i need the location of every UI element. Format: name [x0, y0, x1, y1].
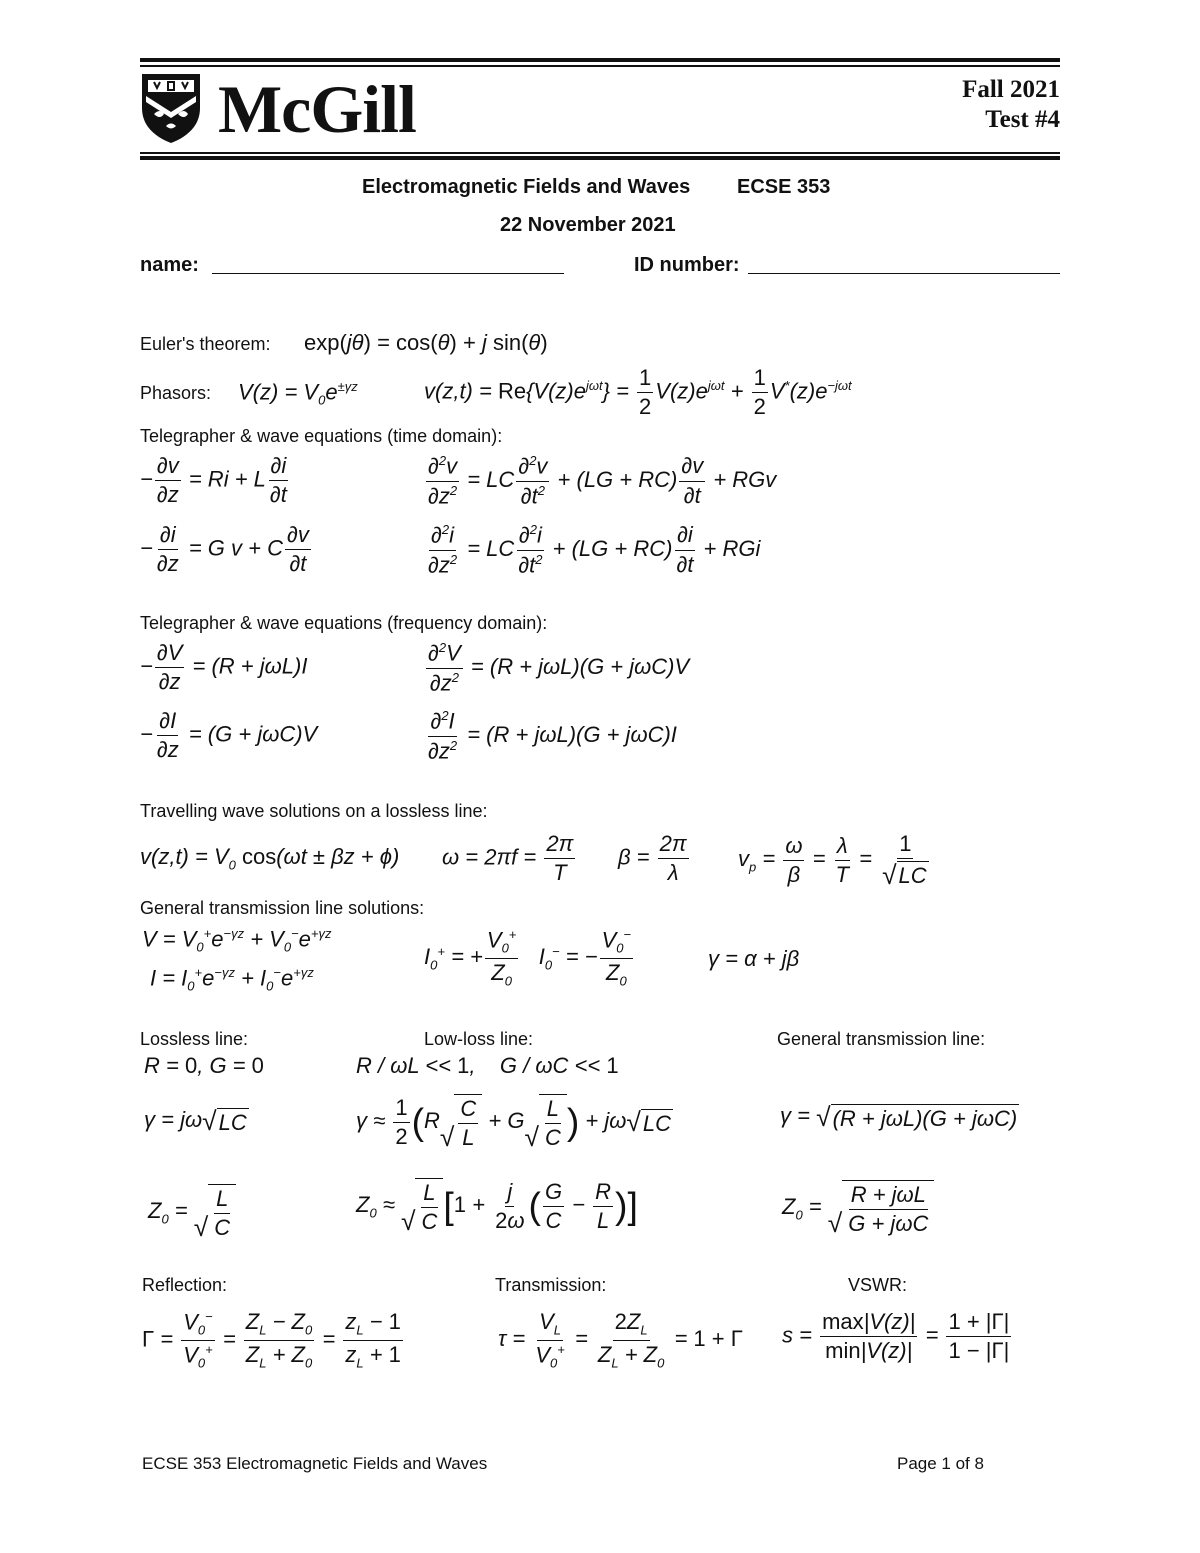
reflection-label: Reflection: [142, 1275, 228, 1295]
lowloss-label: Low-loss line: [424, 1029, 534, 1049]
test-label: Test #4 [985, 106, 1060, 133]
footer-course: ECSE 353 Electromagnetic Fields and Waves [142, 1454, 488, 1473]
wave-freq-i: $\frac{\partial^2I}{\partial z^2}$ = (R + jωL)(G + jωC)I [428, 708, 677, 763]
phasors-label: Phasors: [140, 383, 212, 403]
course-code: ECSE 353 [737, 176, 831, 198]
top-rule-thin [140, 65, 1060, 67]
vswr-label: VSWR: [848, 1275, 908, 1295]
telegrapher-time-i: − $\frac{\partial i}{\partial z}$ = G v + C $\frac{\partial v}{\partial t}$ [140, 522, 309, 577]
phase-velocity-equation: $v_p$ = $\frac{\omega}{\beta}$ = $\frac{\lambda}{T}$ = 1 √ LC [738, 831, 927, 890]
lossless-gamma: γ = jω √ LC [144, 1106, 247, 1136]
reflection-equation: Γ = $\frac{V_0^-}{V_0^+}$ = $\frac{Z_L - Z_0}{Z_L + Z_0}$ = $\frac{z_L - 1}{z_L + 1}$ [142, 1309, 401, 1371]
top-rule-thick [140, 58, 1060, 62]
mcgill-wordmark: McGill [218, 71, 416, 147]
wave-time-v: $\frac{\partial^2v}{\partial z^2}$ = LC $\frac{\partial^2v}{\partial t^2}$ + (LG + RC) $\frac{\partial v}{\partial t}$ + RGv [428, 453, 777, 508]
vswr-equation: s = max|V(z)| min|V(z)| = $\frac{1 + |\Gamma|}{1 - |\Gamma|}$ [782, 1309, 1010, 1364]
lowloss-condition: R / ωL << 1, G / ωC << 1 [356, 1053, 619, 1078]
lossless-z0: $Z_0$ = √ L C [148, 1184, 236, 1240]
euler-equation: exp(jθ) = cos(θ) + j sin(θ) [304, 330, 548, 355]
general-voltage-solution: $V = V_0^+e^{-\gamma z} + V_0^-e^{+\gamma z}$ [142, 926, 332, 955]
telegrapher-time-v: − $\frac{\partial v}{\partial z}$ = Ri + L $\frac{\partial i}{\partial t}$ [140, 453, 287, 508]
telegrapher-time-label: Telegrapher & wave equations (time domain): [140, 426, 503, 446]
course-title: Electromagnetic Fields and Waves [362, 176, 691, 198]
exam-date: 22 November 2021 [500, 214, 676, 236]
general-z0: $Z_0$ = √ R + jωL G + jωC [782, 1180, 934, 1236]
euler-label: Euler's theorem: [140, 334, 271, 354]
general-current-solution: $I = I_0^+e^{-\gamma z} + I_0^-e^{+\gamma z}$ [150, 965, 314, 994]
phasor-equation: $V(z) = V_0e^{\pm\gamma z}$ [238, 379, 358, 408]
phasor-time-equation: $v(z,t) = Re\{V(z)e^{j\omega t}\}$ = $\frac{1}{2}$ $V(z)e^{j\omega t}$ + $\frac{1}{2}$ $V^*(z)e^{-j\omega t}$ [424, 365, 852, 420]
general-gamma: γ = √ (R + jωL)(G + jωC) [780, 1102, 1018, 1132]
page-number: Page 1 of 8 [897, 1454, 984, 1473]
omega-equation: ω = 2πf = $\frac{2\pi}{T}$ [442, 831, 574, 886]
general-solutions-label: General transmission line solutions: [140, 898, 425, 918]
transmission-equation: τ = $\frac{V_L}{V_0^+}$ = $\frac{2Z_L}{Z_L + Z_0}$ = 1 + Γ [498, 1309, 743, 1371]
transmission-label: Transmission: [495, 1275, 607, 1295]
general-line-label: General transmission line: [777, 1029, 986, 1049]
lowloss-gamma: γ ≈ $\frac{1}{2}$ (R √ C L + G √ L C ) + jω √ LC [356, 1094, 671, 1152]
telegrapher-freq-label: Telegrapher & wave equations (frequency domain): [140, 613, 548, 633]
wave-time-i: $\frac{\partial^2i}{\partial z^2}$ = LC $\frac{\partial^2i}{\partial t^2}$ + (LG + RC) $\frac{\partial i}{\partial t}$ + RGi [428, 522, 761, 577]
lowloss-z0: $Z_0$ ≈ √ L C [1 + $\frac{j}{2\omega}$ ( $\frac{G}{C}$ − $\frac{R}{L}$ )] [356, 1178, 638, 1236]
id-label: ID number: [634, 254, 740, 276]
telegrapher-freq-v: − $\frac{\partial V}{\partial z}$ = (R + jωL)I [140, 640, 308, 695]
telegrapher-freq-i: − $\frac{\partial I}{\partial z}$ = (G + jωC)V [140, 708, 318, 763]
current-amplitude-equations: $I_0^+$ = + $\frac{V_0^+}{Z_0}$ $I_0^-$ = − $\frac{V_0^-}{Z_0}$ [424, 927, 632, 989]
travelling-label: Travelling wave solutions on a lossless line: [140, 801, 488, 821]
term-label: Fall 2021 [962, 76, 1060, 103]
beta-equation: β = $\frac{2\pi}{\lambda}$ [618, 831, 687, 886]
name-label: name: [140, 254, 199, 276]
id-field[interactable] [748, 273, 1060, 274]
mcgill-crest-icon [140, 72, 202, 149]
bottom-rule-thin [140, 152, 1060, 154]
bottom-rule-thick [140, 156, 1060, 160]
travelling-wave-equation: $v(z,t) = V_0$ cos(ωt ± βz + ϕ) [140, 844, 400, 873]
gamma-equation: γ = α + jβ [708, 946, 800, 971]
name-field[interactable] [212, 273, 564, 274]
wave-freq-v: $\frac{\partial^2V}{\partial z^2}$ = (R + jωL)(G + jωC)V [428, 640, 690, 695]
lossless-label: Lossless line: [140, 1029, 249, 1049]
lossless-condition: R = 0, G = 0 [144, 1053, 264, 1078]
